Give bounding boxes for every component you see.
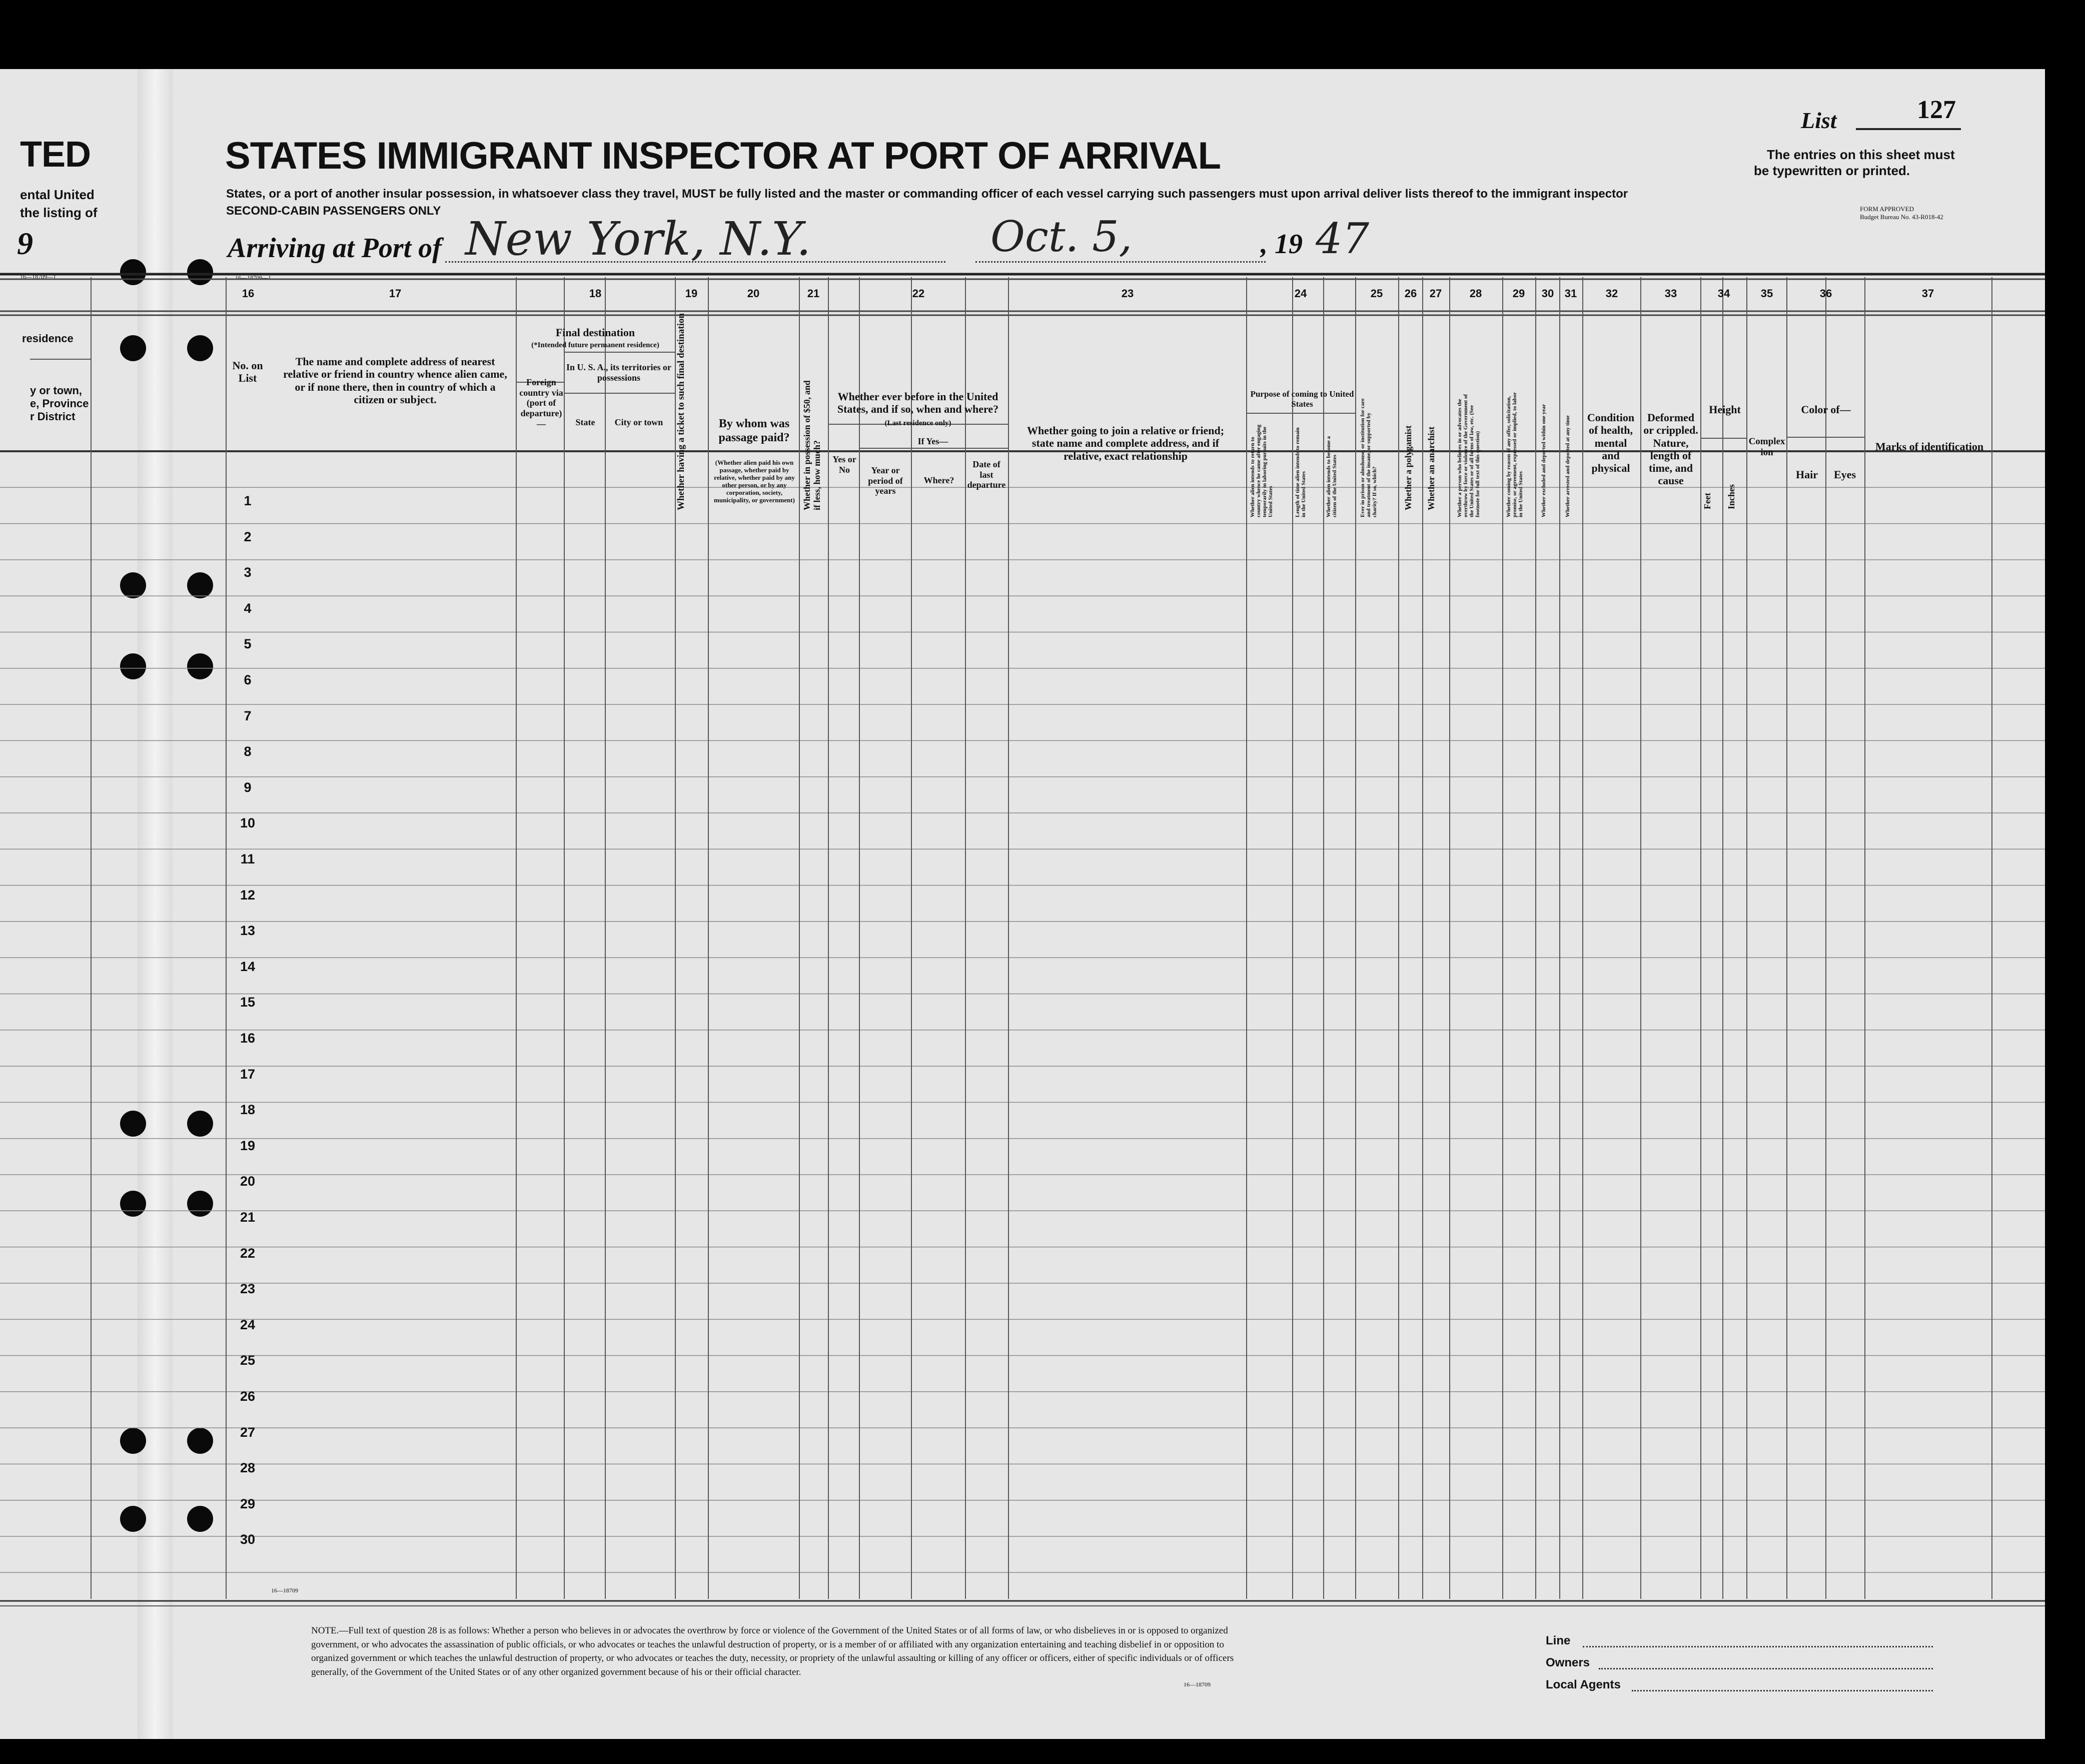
form-code-top-left: 16—18709—1 bbox=[20, 273, 56, 280]
col30-header: Whether excluded and deported within one year bbox=[1541, 404, 1547, 517]
row-number: 4 bbox=[244, 600, 252, 616]
row-number: 28 bbox=[240, 1460, 256, 1476]
left-fragment-line1: ental United bbox=[20, 187, 95, 202]
page-title: STATES IMMIGRANT INSPECTOR AT PORT OF ARRIVAL bbox=[225, 135, 1221, 177]
column-number: 35 bbox=[1760, 287, 1773, 300]
col24-c: Whether alien intends to become a citizen of the United States bbox=[1326, 436, 1338, 517]
col36-hair: Hair bbox=[1796, 468, 1818, 481]
col22-title: Whether ever before in the United States, and if so, when and where? bbox=[837, 390, 999, 416]
col24-a: Whether alien intends to return to country whence he came after engaging temporarily in laboring pursuits in the United States bbox=[1250, 424, 1274, 517]
col20-title: By whom was passage paid? bbox=[718, 417, 790, 444]
column-number: 30 bbox=[1541, 287, 1554, 300]
col22-date: Date of last departure bbox=[967, 459, 1006, 490]
row-number: 19 bbox=[240, 1138, 256, 1153]
column-number: 28 bbox=[1469, 287, 1482, 300]
form-approved-line1: FORM APPROVED bbox=[1860, 205, 1914, 213]
date-handwritten: Oct. 5, bbox=[990, 212, 1133, 261]
row-number: 20 bbox=[240, 1174, 256, 1189]
col33-header: Deformed or crippled. Nature, length of time, and cause bbox=[1643, 411, 1698, 487]
col18-title: Final destination bbox=[555, 326, 635, 339]
column-number: 17 bbox=[389, 287, 402, 300]
col20-note: (Whether alien paid his own passage, whether paid by relative, whether paid by any other person, or by any corporation, society, municipality, or government) bbox=[714, 459, 795, 504]
local-agents-field[interactable] bbox=[1632, 1690, 1933, 1691]
col22-where: Where? bbox=[923, 475, 954, 485]
row-number: 12 bbox=[240, 887, 256, 903]
col22-ifyes: If Yes— bbox=[917, 436, 948, 446]
row-number: 8 bbox=[244, 744, 252, 759]
local-agents-label: Local Agents bbox=[1546, 1678, 1621, 1691]
col37-header: Marks of identification bbox=[1875, 440, 1984, 453]
column-number: 32 bbox=[1605, 287, 1618, 300]
col32-header: Condition of health, mental and physical bbox=[1587, 411, 1635, 475]
row-number: 29 bbox=[240, 1496, 256, 1511]
row-number: 5 bbox=[244, 636, 252, 652]
form-code-bottom-left: 16—18709 bbox=[271, 1587, 298, 1594]
col27-header: Whether an anarchist bbox=[1426, 426, 1436, 510]
col29-header: Whether coming by reason of any offer, solicitation, promise, or agreement, expressed or implied, to labor in the United States bbox=[1506, 392, 1524, 517]
col22-year: Year or period of years bbox=[868, 465, 903, 496]
col18-subtitle: (*Intended future permanent residence) bbox=[531, 341, 659, 349]
form-approved-line2: Budget Bureau No. 43-R018-42 bbox=[1860, 213, 1943, 221]
col18-city: City or town bbox=[614, 417, 663, 427]
owners-label: Owners bbox=[1546, 1656, 1590, 1669]
row-number: 15 bbox=[240, 995, 256, 1010]
col19-header: Whether having a ticket to such final destination bbox=[676, 313, 686, 510]
column-number: 18 bbox=[589, 287, 602, 300]
col25-header: Ever in prison or almshouse, or institution for care and treatment of the insane, or supported by charity? If so, which? bbox=[1360, 398, 1378, 517]
typewritten-note-line1: The entries on this sheet must bbox=[1767, 147, 1955, 162]
typewritten-note-line2: be typewritten or printed. bbox=[1754, 163, 1910, 178]
col24-title: Purpose of coming to United States bbox=[1250, 389, 1354, 409]
left-fragment-province: e, Province bbox=[30, 397, 89, 410]
manifest-grid bbox=[0, 69, 2045, 1739]
row-number: 17 bbox=[240, 1066, 256, 1082]
column-number: 27 bbox=[1429, 287, 1442, 300]
year-prefix: , 19 bbox=[1261, 229, 1303, 260]
col34-inches: Inches bbox=[1726, 484, 1736, 509]
form-code-bottom-right: 16—18709 bbox=[1184, 1681, 1211, 1688]
row-number: 30 bbox=[240, 1532, 256, 1547]
column-number: 37 bbox=[1921, 287, 1934, 300]
year-handwritten: 47 bbox=[1316, 214, 1369, 263]
column-number: 22 bbox=[912, 287, 925, 300]
col22-subtitle: (Last residence only) bbox=[884, 419, 951, 427]
column-number: 25 bbox=[1370, 287, 1383, 300]
column-number: 24 bbox=[1294, 287, 1307, 300]
row-number: 14 bbox=[240, 959, 256, 974]
column-number: 19 bbox=[685, 287, 698, 300]
form-code-top-mid: 16—18709—1 bbox=[235, 274, 271, 281]
row-number: 25 bbox=[240, 1353, 256, 1368]
column-number: 33 bbox=[1664, 287, 1677, 300]
col31-header: Whether arrested and deported at any time bbox=[1565, 415, 1571, 517]
passenger-class: SECOND-CABIN PASSENGERS ONLY bbox=[226, 204, 441, 218]
row-number: 11 bbox=[240, 851, 255, 866]
column-number: 34 bbox=[1717, 287, 1730, 300]
col34-title: Height bbox=[1709, 403, 1741, 416]
row-number: 13 bbox=[240, 923, 256, 939]
row-number: 6 bbox=[244, 672, 252, 687]
left-fragment-title: TED bbox=[20, 135, 91, 175]
col28-header: Whether a person who believes in or advocates the overthrow by force or violence of the Government of the United States or of all forms of law, etc. (See footnote for full text of this question) bbox=[1457, 394, 1481, 517]
col21-header: Whether in possession of $50, and if less, how much? bbox=[802, 380, 822, 510]
row-number: 23 bbox=[240, 1281, 256, 1297]
row-number: 22 bbox=[240, 1245, 256, 1261]
column-number: 26 bbox=[1404, 287, 1417, 300]
col22-yesno: Yes or No bbox=[832, 454, 856, 475]
column-number: 21 bbox=[807, 287, 820, 300]
column-number: 23 bbox=[1121, 287, 1134, 300]
owners-field[interactable] bbox=[1599, 1668, 1933, 1669]
list-number: 127 bbox=[1917, 96, 1956, 124]
column-number: 36 bbox=[1819, 287, 1832, 300]
port-handwritten: New York, N.Y. bbox=[465, 212, 811, 266]
col18-foreign: Foreign country via (port of departure)— bbox=[519, 377, 563, 429]
column-number: 29 bbox=[1512, 287, 1525, 300]
column-number: 31 bbox=[1564, 287, 1577, 300]
row-number: 3 bbox=[244, 565, 252, 580]
left-fragment-town: y or town, bbox=[30, 384, 82, 397]
list-label: List bbox=[1801, 108, 1837, 133]
row-number: 1 bbox=[244, 493, 252, 508]
left-fragment-line2: the listing of bbox=[20, 205, 98, 220]
col36-eyes: Eyes bbox=[1834, 468, 1856, 481]
col23-header: Whether going to join a relative or friend; state name and complete address, and if relative, exact relationship bbox=[1026, 424, 1225, 462]
page-subtitle: States, or a port of another insular possession, in whatsoever class they travel, MUST be fully listed and the master or commanding officer of each vessel carrying such passengers must upon arrival deliver lists thereof to the immigrant inspector bbox=[226, 187, 1628, 201]
row-number: 7 bbox=[244, 708, 252, 723]
col18-usa: In U. S. A., its territories or possessions bbox=[566, 362, 671, 383]
row-number: 26 bbox=[240, 1389, 256, 1404]
col35-header: Complexion bbox=[1748, 436, 1785, 458]
line-label: Line bbox=[1546, 1634, 1571, 1647]
col24-b: Length of time alien intends to remain in the United States bbox=[1295, 427, 1307, 517]
arriving-label: Arriving at Port of bbox=[228, 233, 442, 264]
col26-header: Whether a polygamist bbox=[1403, 425, 1413, 510]
row-number: 16 bbox=[240, 1031, 256, 1046]
column-number: 20 bbox=[747, 287, 760, 300]
column-number: 16 bbox=[242, 287, 255, 300]
row-number: 27 bbox=[240, 1424, 256, 1440]
col36-title: Color of— bbox=[1801, 403, 1851, 416]
left-fragment-district: r District bbox=[30, 410, 76, 423]
row-number: 24 bbox=[240, 1317, 256, 1332]
col16-header: No. on List bbox=[232, 359, 263, 385]
row-number: 2 bbox=[244, 529, 252, 544]
line-field[interactable] bbox=[1583, 1646, 1933, 1647]
manifest-sheet bbox=[0, 69, 2045, 1739]
row-number: 9 bbox=[244, 779, 252, 795]
left-fragment-residence: residence bbox=[22, 332, 74, 345]
row-number: 10 bbox=[240, 815, 256, 831]
question-28-note: NOTE.—Full text of question 28 is as follows: Whether a person who believes in or advocates the overthrow by force or violence of the Government of the United States or of all forms of law, or who disbelieves in or is opposed to organized government, or who advocates the assassination of public officials, or who advocates or teaches the unlawful destruction of property, or is a member of or affiliated with any organization entertaining and teaching disbelief in or opposition to organized government or which teaches the unlawful destruction of property, or who advocates or teaches the duty, necessity, or propriety of the unlawful assaulting or killing of any officer or officers, either of specific individuals or of officers generally, of the Government of the United States or of any other organized government because of his or their official character. bbox=[311, 1625, 1234, 1677]
col17-header: The name and complete address of nearest relative or friend in country whence alien came, or if none there, then in country of which a citizen or subject. bbox=[283, 355, 507, 406]
row-number: 21 bbox=[240, 1210, 256, 1225]
col34-feet: Feet bbox=[1702, 493, 1712, 509]
row-number: 18 bbox=[240, 1102, 256, 1118]
col18-state: State bbox=[575, 417, 595, 427]
left-fragment-digit: 9 bbox=[17, 226, 33, 261]
